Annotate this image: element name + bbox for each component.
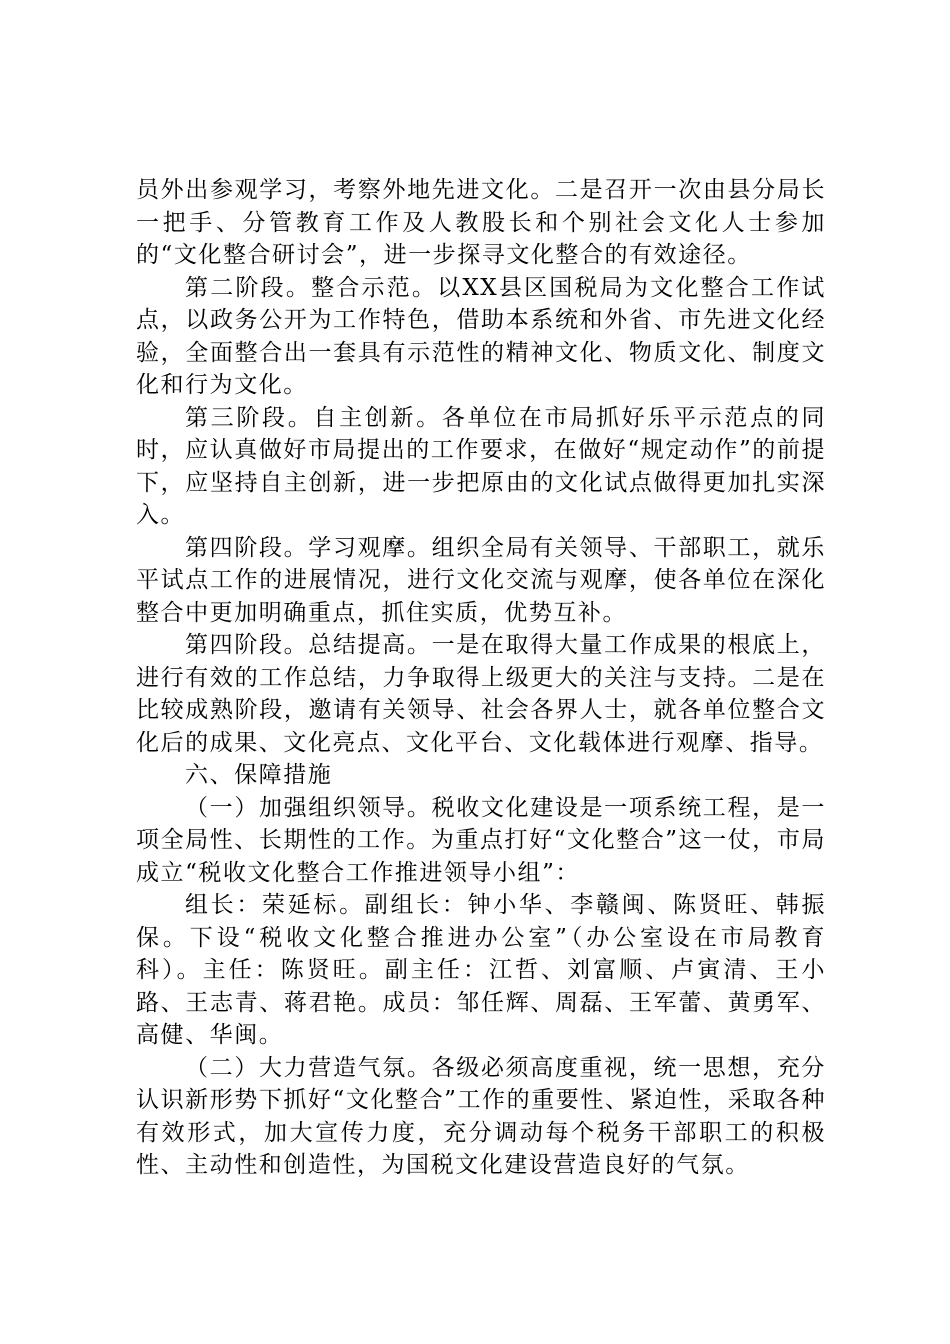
paragraph-continuation: 员外出参观学习，考察外地先进文化。二是召开一次由县分局长一把手、分管教育工作及人教股长和个别社会文化人士参加的“文化整合研讨会”，进一步探寻文化整合的有效途径。 (136, 177, 826, 268)
document-body (136, 174, 826, 1182)
paragraph-stage-four-summary: 第四阶段。总结提高。一是在取得大量工作成果的根底上，进行有效的工作总结，力争取得上级更大的关注与支持。二是在比较成熟阶段，邀请有关领导、社会各界人士，就各单位整合文化后的成果、文化亮点、文化平台、文化载体进行观摩、指导。 (136, 632, 826, 756)
paragraph-organization-leadership: （一）加强组织领导。税收文化建设是一项系统工程，是一项全局性、长期性的工作。为重点打好“文化整合”这一仗，市局成立“税收文化整合工作推进领导小组”： (136, 794, 826, 886)
paragraph-stage-three: 第三阶段。自主创新。各单位在市局抓好乐平示范点的同时，应认真做好市局提出的工作要求，在做好“规定动作”的前提下，应坚持自主创新，进一步把原由的文化试点做得更加扎实深入。 (136, 404, 826, 528)
paragraph-leadership-members: 组长：荣延标。副组长：钟小华、李赣闽、陈贤旺、韩振保。下设“税收文化整合推进办公室”（办公室设在市局教育科）。主任：陈贤旺。副主任：江哲、刘富顺、卢寅清、王小路、王志青、蒋君艳。成员：邹任辉、周磊、王军蕾、黄勇军、高健、华闽。 (136, 892, 826, 1048)
section-heading-safeguards: 六、保障措施 (185, 762, 333, 788)
paragraph-stage-four-study: 第四阶段。学习观摩。组织全局有关领导、干部职工，就乐平试点工作的进展情况，进行文化交流与观摩，使各单位在深化整合中更加明确重点，抓住实质，优势互补。 (136, 534, 826, 626)
paragraph-atmosphere: （二）大力营造气氛。各级必须高度重视，统一思想，充分认识新形势下抓好“文化整合”工作的重要性、紧迫性，采取各种有效形式，加大宣传力度，充分调动每个税务干部职工的积极性、主动性和创造性，为国税文化建设营造良好的气氛。 (136, 1054, 826, 1178)
paragraph-stage-two: 第二阶段。整合示范。以XX县区国税局为文化整合工作试点，以政务公开为工作特色，借助本系统和外省、市先进文化经验，全面整合出一套具有示范性的精神文化、物质文化、制度文化和行为文化。 (136, 274, 826, 398)
